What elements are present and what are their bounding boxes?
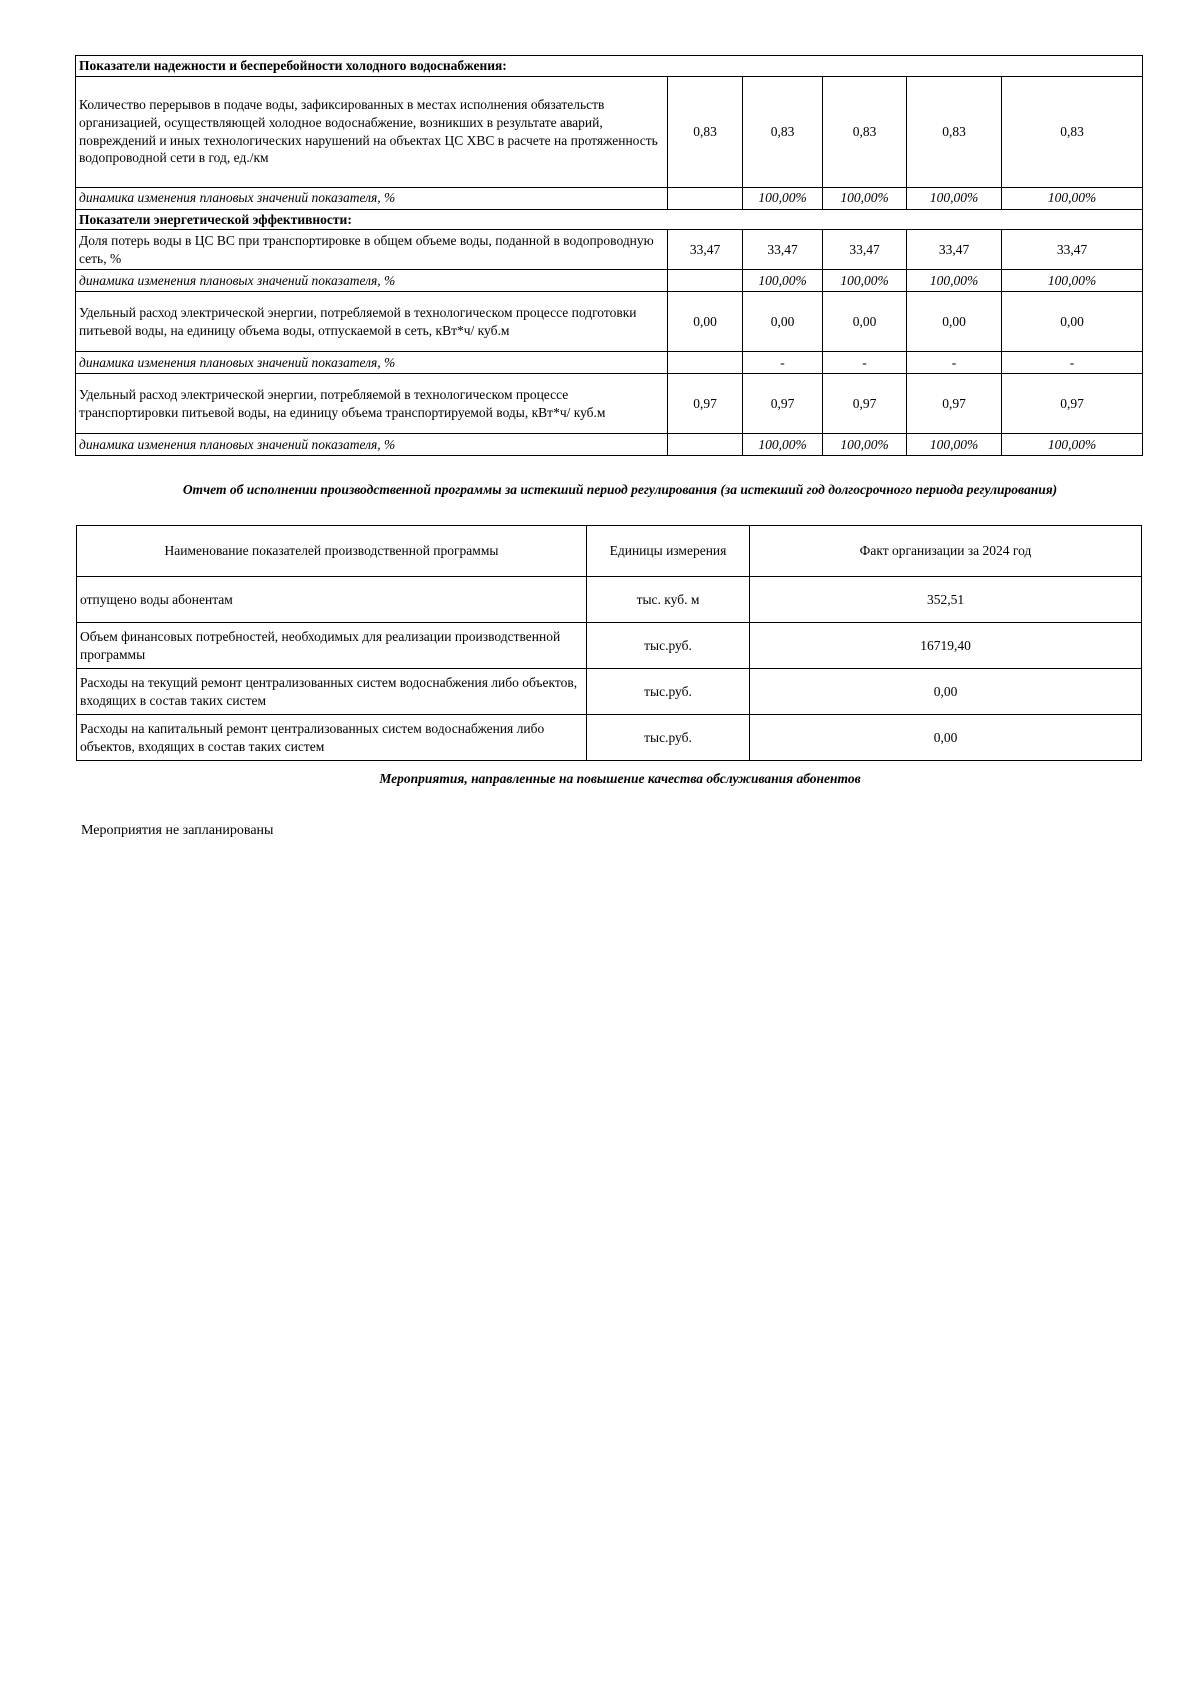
indicator-value: 33,47	[823, 230, 907, 270]
program-indicator-unit: тыс. куб. м	[587, 577, 750, 623]
section-row	[76, 56, 1143, 77]
dynamics-value	[668, 352, 743, 374]
indicator-row	[76, 76, 1143, 187]
program-indicator-unit: тыс.руб.	[587, 669, 750, 715]
dynamics-value: -	[1002, 352, 1143, 374]
dynamics-row	[76, 270, 1143, 292]
dynamics-value	[668, 434, 743, 456]
dynamics-value: 100,00%	[743, 434, 823, 456]
dynamics-value: 100,00%	[907, 187, 1002, 209]
indicator-value: 0,83	[743, 76, 823, 187]
dynamics-label: динамика изменения плановых значений показателя, %	[76, 270, 668, 292]
dynamics-value: 100,00%	[1002, 187, 1143, 209]
program-indicator-value: 352,51	[750, 577, 1142, 623]
dynamics-value: 100,00%	[743, 187, 823, 209]
program-indicator-value: 16719,40	[750, 623, 1142, 669]
dynamics-row	[76, 434, 1143, 456]
indicator-name: Доля потерь воды в ЦС ВС при транспортировке в общем объеме воды, поданной в водопроводную сеть, %	[76, 230, 668, 270]
column-header: Факт организации за 2024 год	[750, 526, 1142, 577]
dynamics-value: 100,00%	[907, 270, 1002, 292]
program-indicator-unit: тыс.руб.	[587, 715, 750, 761]
indicator-value: 33,47	[907, 230, 1002, 270]
program-indicator-value: 0,00	[750, 715, 1142, 761]
indicator-value: 0,00	[823, 292, 907, 352]
dynamics-value: 100,00%	[907, 434, 1002, 456]
indicator-name: Удельный расход электрической энергии, потребляемой в технологическом процессе транспортировки питьевой воды, на единицу объема транспортируемой воды, кВт*ч/ куб.м	[76, 374, 668, 434]
table-row	[77, 623, 1142, 669]
indicator-value: 0,83	[668, 76, 743, 187]
dynamics-value: 100,00%	[1002, 434, 1143, 456]
indicator-name: Количество перерывов в подаче воды, зафиксированных в местах исполнения обязательств организацией, осуществляющей холодное водоснабжение, возникших в результате аварий, повреждений и иных технологических нарушений на объектах ЦС ХВС в расчете на протяженность водопроводной сети в год, ед./км	[76, 76, 668, 187]
dynamics-value: 100,00%	[823, 187, 907, 209]
indicator-value: 0,00	[1002, 292, 1143, 352]
indicator-value: 0,97	[668, 374, 743, 434]
measures-text: Мероприятия не запланированы	[81, 823, 274, 838]
indicator-value: 33,47	[1002, 230, 1143, 270]
indicators-table	[75, 55, 1143, 456]
column-header: Наименование показателей производственной программы	[77, 526, 587, 577]
indicator-value: 33,47	[668, 230, 743, 270]
indicator-value: 0,83	[907, 76, 1002, 187]
table-row	[77, 577, 1142, 623]
dynamics-value: -	[743, 352, 823, 374]
program-indicator-name: Расходы на капитальный ремонт централизованных систем водоснабжения либо объектов, входящих в состав таких систем	[77, 715, 587, 761]
dynamics-value: 100,00%	[823, 434, 907, 456]
section-row	[76, 209, 1143, 230]
program-indicator-value: 0,00	[750, 669, 1142, 715]
program-indicator-name: Расходы на текущий ремонт централизованных систем водоснабжения либо объектов, входящих в состав таких систем	[77, 669, 587, 715]
dynamics-value	[668, 187, 743, 209]
indicator-value: 0,83	[1002, 76, 1143, 187]
dynamics-row	[76, 187, 1143, 209]
section-reliability-title: Показатели надежности и бесперебойности холодного водоснабжения:	[76, 56, 1143, 77]
table-row	[77, 669, 1142, 715]
table-row	[77, 715, 1142, 761]
dynamics-row	[76, 352, 1143, 374]
program-indicator-name: Объем финансовых потребностей, необходимых для реализации производственной программы	[77, 623, 587, 669]
indicator-row	[76, 374, 1143, 434]
measures-title: Мероприятия, направленные на повышение качества обслуживания абонентов	[379, 771, 861, 786]
indicator-value: 0,97	[907, 374, 1002, 434]
indicator-value: 0,97	[1002, 374, 1143, 434]
indicator-value: 0,97	[823, 374, 907, 434]
indicator-row	[76, 292, 1143, 352]
indicator-name: Удельный расход электрической энергии, потребляемой в технологическом процессе подготовки питьевой воды, на единицу объема воды, отпускаемой в сеть, кВт*ч/ куб.м	[76, 292, 668, 352]
dynamics-value: 100,00%	[1002, 270, 1143, 292]
column-header: Единицы измерения	[587, 526, 750, 577]
dynamics-value: 100,00%	[743, 270, 823, 292]
dynamics-value	[668, 270, 743, 292]
indicator-value: 33,47	[743, 230, 823, 270]
indicator-value: 0,00	[743, 292, 823, 352]
program-indicator-name: отпущено воды абонентам	[77, 577, 587, 623]
report-title: Отчет об исполнении производственной программы за истекший период регулирования (за истекший год долгосрочного периода регулирования)	[182, 482, 1058, 497]
indicator-value: 0,00	[668, 292, 743, 352]
table-header-row	[77, 526, 1142, 577]
dynamics-label: динамика изменения плановых значений показателя, %	[76, 187, 668, 209]
indicator-value: 0,83	[823, 76, 907, 187]
section-energy-title: Показатели энергетической эффективности:	[76, 209, 1143, 230]
production-program-table	[76, 525, 1142, 761]
dynamics-value: 100,00%	[823, 270, 907, 292]
program-indicator-unit: тыс.руб.	[587, 623, 750, 669]
indicator-row	[76, 230, 1143, 270]
indicator-value: 0,00	[907, 292, 1002, 352]
dynamics-value: -	[823, 352, 907, 374]
dynamics-value: -	[907, 352, 1002, 374]
indicator-value: 0,97	[743, 374, 823, 434]
dynamics-label: динамика изменения плановых значений показателя, %	[76, 434, 668, 456]
dynamics-label: динамика изменения плановых значений показателя, %	[76, 352, 668, 374]
